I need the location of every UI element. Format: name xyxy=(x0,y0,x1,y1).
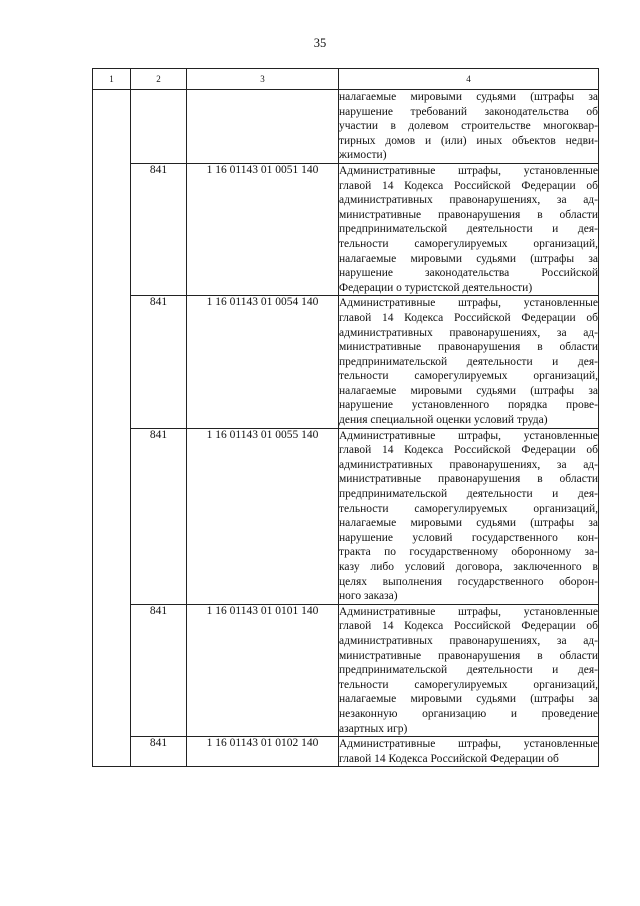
description-line: министративные правонарушения в области xyxy=(339,649,598,662)
description-line: Административные штрафы, установленные xyxy=(339,297,598,310)
description-line: административных правонарушениях, за ад- xyxy=(339,634,598,647)
table-row xyxy=(93,737,599,767)
description-cell xyxy=(339,737,599,767)
description-line: тракта по государственному оборонному за- xyxy=(339,546,598,559)
description-cell xyxy=(339,296,599,428)
description-line: Административные штрафы, установленные xyxy=(339,429,598,442)
column-1-cell xyxy=(93,90,131,767)
table-row xyxy=(93,296,599,428)
description-line: Федерации о туристской деятельности) xyxy=(339,281,533,294)
table-row xyxy=(93,163,599,295)
description-cell xyxy=(339,90,599,164)
budget-code-cell xyxy=(187,90,339,164)
description-line: налагаемые мировыми судьями (штрафы за xyxy=(339,693,598,706)
column-header-1: 1 xyxy=(93,69,131,90)
page-number: 35 xyxy=(313,36,327,50)
description-line: ного заказа) xyxy=(339,590,398,603)
description-line: участии в долевом строительстве многоквар- xyxy=(339,120,598,133)
description-line: налагаемые мировыми судьями (штрафы за xyxy=(339,517,598,530)
budget-codes-table xyxy=(92,68,599,767)
description-line: министративные правонарушения в области xyxy=(339,208,598,221)
description-line: налагаемые мировыми судьями (штрафы за xyxy=(339,384,598,397)
description-line: министративные правонарушения в области xyxy=(339,473,598,486)
admin-code-cell: 841 xyxy=(131,604,187,736)
description-line: предпринимательской деятельности и дея- xyxy=(339,488,598,501)
description-line: тельности саморегулируемых организаций, xyxy=(339,678,598,691)
budget-code-cell: 1 16 01143 01 0101 140 xyxy=(187,604,339,736)
admin-code-cell xyxy=(131,90,187,164)
budget-code-cell: 1 16 01143 01 0051 140 xyxy=(187,163,339,295)
description-line: налагаемые мировыми судьями (штрафы за xyxy=(339,252,598,265)
admin-code-cell: 841 xyxy=(131,163,187,295)
description-cell xyxy=(339,428,599,604)
column-header-3: 3 xyxy=(187,69,339,90)
description-line: незаконную организацию и проведение xyxy=(339,707,598,720)
description-line: предпринимательской деятельности и дея- xyxy=(339,355,598,368)
description-line: нарушение установленного порядка прове- xyxy=(339,399,598,412)
table-body xyxy=(93,90,599,767)
description-line: главой 14 Кодекса Российской Федерации об xyxy=(339,752,559,765)
description-cell xyxy=(339,604,599,736)
description-line: Административные штрафы, установленные xyxy=(339,605,598,618)
description-line: жимости) xyxy=(339,149,387,162)
description-line: тирных домов и (или) иных объектов недви- xyxy=(339,134,598,147)
description-line: административных правонарушениях, за ад- xyxy=(339,194,598,207)
description-line: тельности саморегулируемых организаций, xyxy=(339,237,598,250)
budget-code-cell: 1 16 01143 01 0054 140 xyxy=(187,296,339,428)
description-line: главой 14 Кодекса Российской Федерации об xyxy=(339,620,598,633)
description-line: нарушение условий государственного кон- xyxy=(339,531,598,544)
description-line: предпринимательской деятельности и дея- xyxy=(339,664,598,677)
description-line: главой 14 Кодекса Российской Федерации об xyxy=(339,179,598,192)
description-line: министративные правонарушения в области xyxy=(339,341,598,354)
description-line: целях выполнения государственного оборон- xyxy=(339,575,598,588)
description-line: дения специальной оценки условий труда) xyxy=(339,414,548,427)
table-header-row xyxy=(93,69,599,90)
budget-code-cell: 1 16 01143 01 0102 140 xyxy=(187,737,339,767)
description-line: азартных игр) xyxy=(339,722,408,735)
description-line: нарушение требований законодательства об xyxy=(339,105,598,118)
description-line: Административные штрафы, установленные xyxy=(339,738,598,751)
description-line: предпринимательской деятельности и дея- xyxy=(339,223,598,236)
description-line: тельности саморегулируемых организаций, xyxy=(339,502,598,515)
description-line: Административные штрафы, установленные xyxy=(339,164,598,177)
budget-code-cell: 1 16 01143 01 0055 140 xyxy=(187,428,339,604)
admin-code-cell: 841 xyxy=(131,296,187,428)
table-row xyxy=(93,604,599,736)
description-line: административных правонарушениях, за ад- xyxy=(339,326,598,339)
description-line: главой 14 Кодекса Российской Федерации об xyxy=(339,311,598,324)
description-line: нарушение законодательства Российской xyxy=(339,267,598,280)
table-row xyxy=(93,428,599,604)
admin-code-cell: 841 xyxy=(131,428,187,604)
admin-code-cell: 841 xyxy=(131,737,187,767)
column-header-4: 4 xyxy=(339,69,599,90)
description-line: налагаемые мировыми судьями (штрафы за xyxy=(339,91,598,103)
column-header-2: 2 xyxy=(131,69,187,90)
description-cell xyxy=(339,163,599,295)
description-line: казу либо условий договора, заключенного в xyxy=(339,561,598,573)
description-line: главой 14 Кодекса Российской Федерации об xyxy=(339,444,598,457)
table-row-continued xyxy=(93,90,599,164)
description-line: тельности саморегулируемых организаций, xyxy=(339,370,598,383)
description-line: административных правонарушениях, за ад- xyxy=(339,458,598,471)
